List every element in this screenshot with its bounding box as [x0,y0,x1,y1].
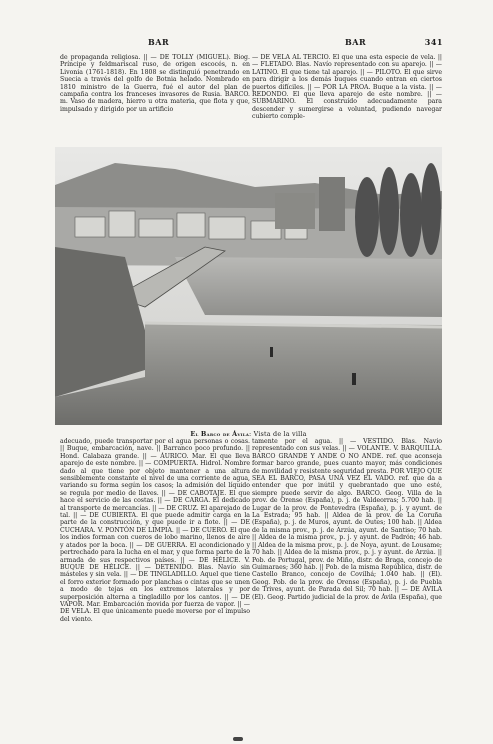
column-text: — DE VELA AL TERCIO. El que una esta especie de vela. || — FLETADO. Blas. Navío representado con su aparejo. || — LATINO. El que tiene tal aparejo. || — PILOTO. El que sirve para dirigir a los demás buques cuando entran en ciertos puertos difíciles. || — POR LA PROA. Buque a la vista. || — REDONDO. El que lleva aparejo de este nombre. || — SUBMARINO. El construído adecuadamente para descender y sumergirse a voluntad, pudiendo navegar cubierto comple- [252,54,442,121]
column-top-left [60,54,250,146]
river [175,257,442,317]
page-number: 341 [424,37,443,47]
caption-description: : Vista de la villa [249,430,307,438]
column-top-right [252,54,442,146]
column-text: de propaganda religiosa. || — DE TOLLY (MIGUEL). Biog. Príncipe y feldmariscal ruso, de origen escocés, n. en Livonia (1761-1818). En 1808 se distinguió penetrando en Suecia a través del golfo de Botnia helado. Nombrado en 1810 ministro de la Guerra, fué el autor del plan de campaña contra los franceses invasores de Rusia. BARCO. m. Vaso de madera, hierro u otra materia, que flota y que, impulsado y dirigido por un artificio [60,54,250,113]
castle-wall [275,193,315,229]
column-bottom-right [252,438,442,718]
column-bottom-left [60,438,250,718]
running-head-center: BAR [345,37,367,47]
running-head-left: BAR [148,37,170,47]
column-text: adecuado, puede transportar por el agua personas o cosas. || Buque, embarcación, nave. || Barranco poco profundo. || Hond. Calabaza grande. || — ÁURICO. Mar. El que lleva aparejo de este nombre. || — COMPUERTA. Hidrol. Nombre dado al que tiene por objeto mantener a una altura sensiblemente constante el nivel de una corriente de agua, variando su forma según los casos; la admisión del líquido se regula por medio de llaves. || — DE CABOTAJE. El que hace el servicio de las costas. || — DE CARGA. El dedicado al transporte de mercancías. || — DE CRUZ. El aparejado de tal. || — DE CUBIERTA. El que puede admitir carga en la parte de la construcción, y que puede ir a flote. || — DE CUCHARA. V. PONTÓN DE LIMPIA. || — DE CUERO. El que los indios forman con cueros de lobo marino, llenos de aire y atados por la boca. || — DE GUERRA. El acondicionado y pertrechado para la lucha en el mar, y que forma parte de la armada de sus respectivos países. || — DE HÉLICE. V. BUQUE DE HÉLICE. || — DETENIDO. Blas. Navío sin másteles y sin vela. || — DE TINGLADILLO. Aquel que tiene el forro exterior formado por planchas o cintas que se unen a modo de tejas en los extremos laterales y por superposición alterna a tingladillo por los cantos. || — DE VAPOR. Mar. Embarcación movida por fuerza de vapor. || — DE VELA. El que únicamente puede moverse por el impulso del viento. [60,438,250,623]
photo-illustration [55,147,442,425]
running-head [60,37,443,49]
column-text: tamente por el agua. || — VESTIDO. Blas. Navío representado con sus velas. || — VOLANTE. V. BARQUILLA. BARCO GRANDE Y ANDE O NO ANDE. ref. que aconseja formar barco grande, pues cuanto mayor, más condiciones de movilidad y resistente seguridad presta. POR VIEJO QUE SEA EL BARCO, PASA UNA VEZ EL VADO. ref. que da a entender que por inútil y quebrantado que uno esté, siempre puede servir de algo. BARCO. Geog. Villa de la prov. de Orense (España), p. j. de Valdeorras; 5.700 hab. || Lugar de la prov. de Pontevedra (España), p. j. y ayunt. de La Estrada; 95 hab. || Aldea de la prov. de La Coruña (España), p. j. de Muros, ayunt. de Outes; 100 hab. || Aldea de la misma prov., p. j. de Arzúa, ayunt. de Santiso; 70 hab. || Aldea de la misma prov., p. j. y ayunt. de Padrón; 46 hab. || Aldea de la misma prov., p. j. de Noya, ayunt. de Lousame; 70 hab. || Aldea de la misma prov., p. j. y ayunt. de Arzúa. || Pob. de Portugal, prov. de Miño, distr. de Braga, concejo de Guimaraes; 360 hab. || Pob. de la misma República, distr. de Castello Branco, concejo de Covilhá; 1.040 hab. || (El). Geog. Pob. de la prov. de Orense (España), p. j. de Puebla de Trives, ayunt. de Parada del Sil; 70 hab. || — DE ÁVILA (El). Geog. Partido judicial de la prov. de Ávila (España), que [252,438,442,601]
castle-tower [319,177,345,231]
binding-mark [233,737,243,741]
photo-caption [55,430,442,438]
village-photograph [55,147,442,425]
caption-place: El Barco de Ávila [190,430,250,438]
